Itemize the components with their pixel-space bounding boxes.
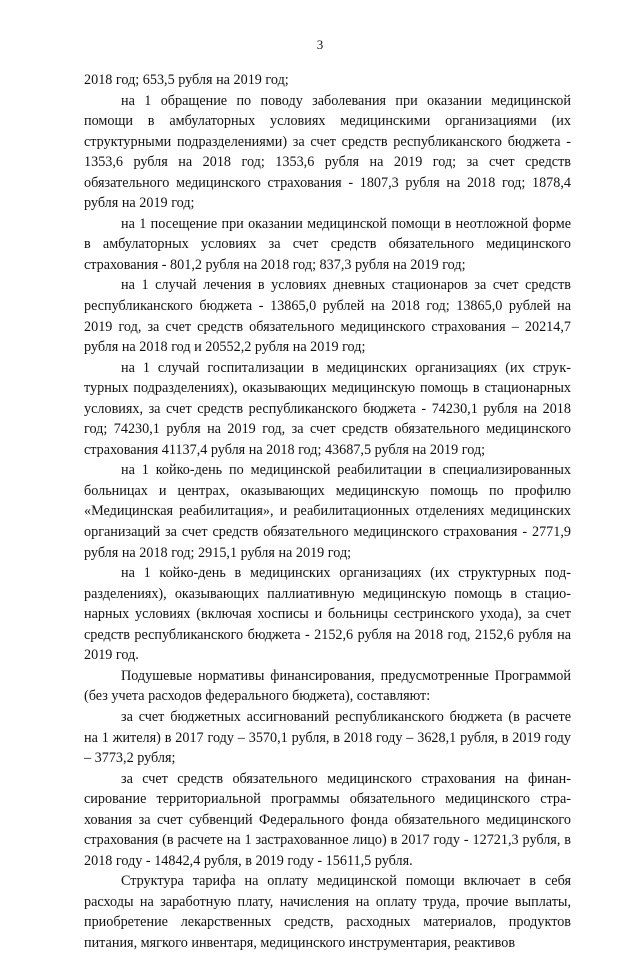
paragraph-rehabilitation-norm: на 1 койко-день по медицинской реабилитации в специализированных больницах и центрах, оказывающих медицинскую помощь по профилю «Медицинская реабилитация», и реабилитационных отделениях медицинских организаций за счет средств обязательного медицинского страхования - 2771,9 рубля на 2018 год; 2915,1 рубля на 2019 год; (84, 462, 571, 561)
paragraph-palliative-norm: на 1 койко-день в медицинских организациях (их структурных подразделениях), оказывающих паллиативную медицинскую помощь в стационарных условиях (включая хосписы и больницы сестринского ухода), за счет средств республиканского бюджета - 2152,6 рубля на 2018 год, 2152,6 рубля на 2019 год. (84, 565, 571, 664)
paragraph-tariff-structure: Структура тарифа на оплату медицинской помощи включает в себя расходы на заработную плату, начисления на оплату труда, прочие выплаты, приобретение лекарственных средств, расходных материалов, продуктов питания, мягкого инвентаря, медицинского инструментария, реактивов (84, 873, 571, 951)
paragraph-oms-per-capita: за счет средств обязательного медицинского страхования на финансирование территориальной программы обязательного медицинского страхования за счет субвенций Федерального фонда обязательного медицинского страхования (в расчете на 1 застрахованное лицо) в 2017 году - 12721,3 рубля, в 2018 году - 14842,4 рубля, в 2019 году - 15611,5 рубля. (84, 770, 571, 869)
paragraph-appeal-norm: на 1 обращение по поводу заболевания при оказании медицинской помощи в амбулаторных условиях медицинскими организациями (их структурными подразделениями) за счет средств республиканского бюджета - 1353,6 рубля на 2018 год; 1353,6 рубля на 2019 год; за счет средств обязательного медицинского страхования - 1807,3 рубля на 2018 год; 1878,4 рубля на 2019 год; (84, 92, 571, 212)
paragraph-per-capita-intro: Подушевые нормативы финансирования, предусмотренные Программой (без учета расходов федерального бюджета), составляют: (84, 667, 571, 705)
paragraph-hospitalization-norm: на 1 случай госпитализации в медицинских организациях (их структурных подразделениях), оказывающих медицинскую помощь в стационарных условиях, за счет средств республиканского бюджета - 74230,1 рубля на 2018 год; 74230,1 рубля на 2019 год, за счет средств обязательного медицинского страхования 41137,4 рубля на 2018 год; 43687,5 рубля на 2019 год; (84, 359, 571, 458)
page-number: 3 (316, 37, 324, 52)
paragraph-day-hospital-norm: на 1 случай лечения в условиях дневных стационаров за счет средств республиканского бюджета - 13865,0 рублей на 2018 год; 13865,0 рублей на 2019 год, за счет средств обязательного медицинского страхования – 20214,7 рубля на 2018 год и 20552,2 рубля на 2019 год; (84, 277, 571, 356)
document-body (84, 70, 571, 954)
paragraph-budget-per-capita: за счет бюджетных ассигнований республиканского бюджета (в расчете на 1 жителя) в 2017 году – 3570,1 рубля, в 2018 году – 3628,1 рубля, в 2019 году – 3773,2 рубля; (84, 708, 571, 767)
paragraph-continuation: 2018 год; 653,5 рубля на 2019 год; (84, 72, 289, 88)
paragraph-urgent-visit-norm: на 1 посещение при оказании медицинской помощи в неотложной форме в амбулаторных условиях за счет средств обязательного медицинского страхования - 801,2 рубля на 2018 год; 837,3 рубля на 2019 год; (84, 215, 571, 273)
